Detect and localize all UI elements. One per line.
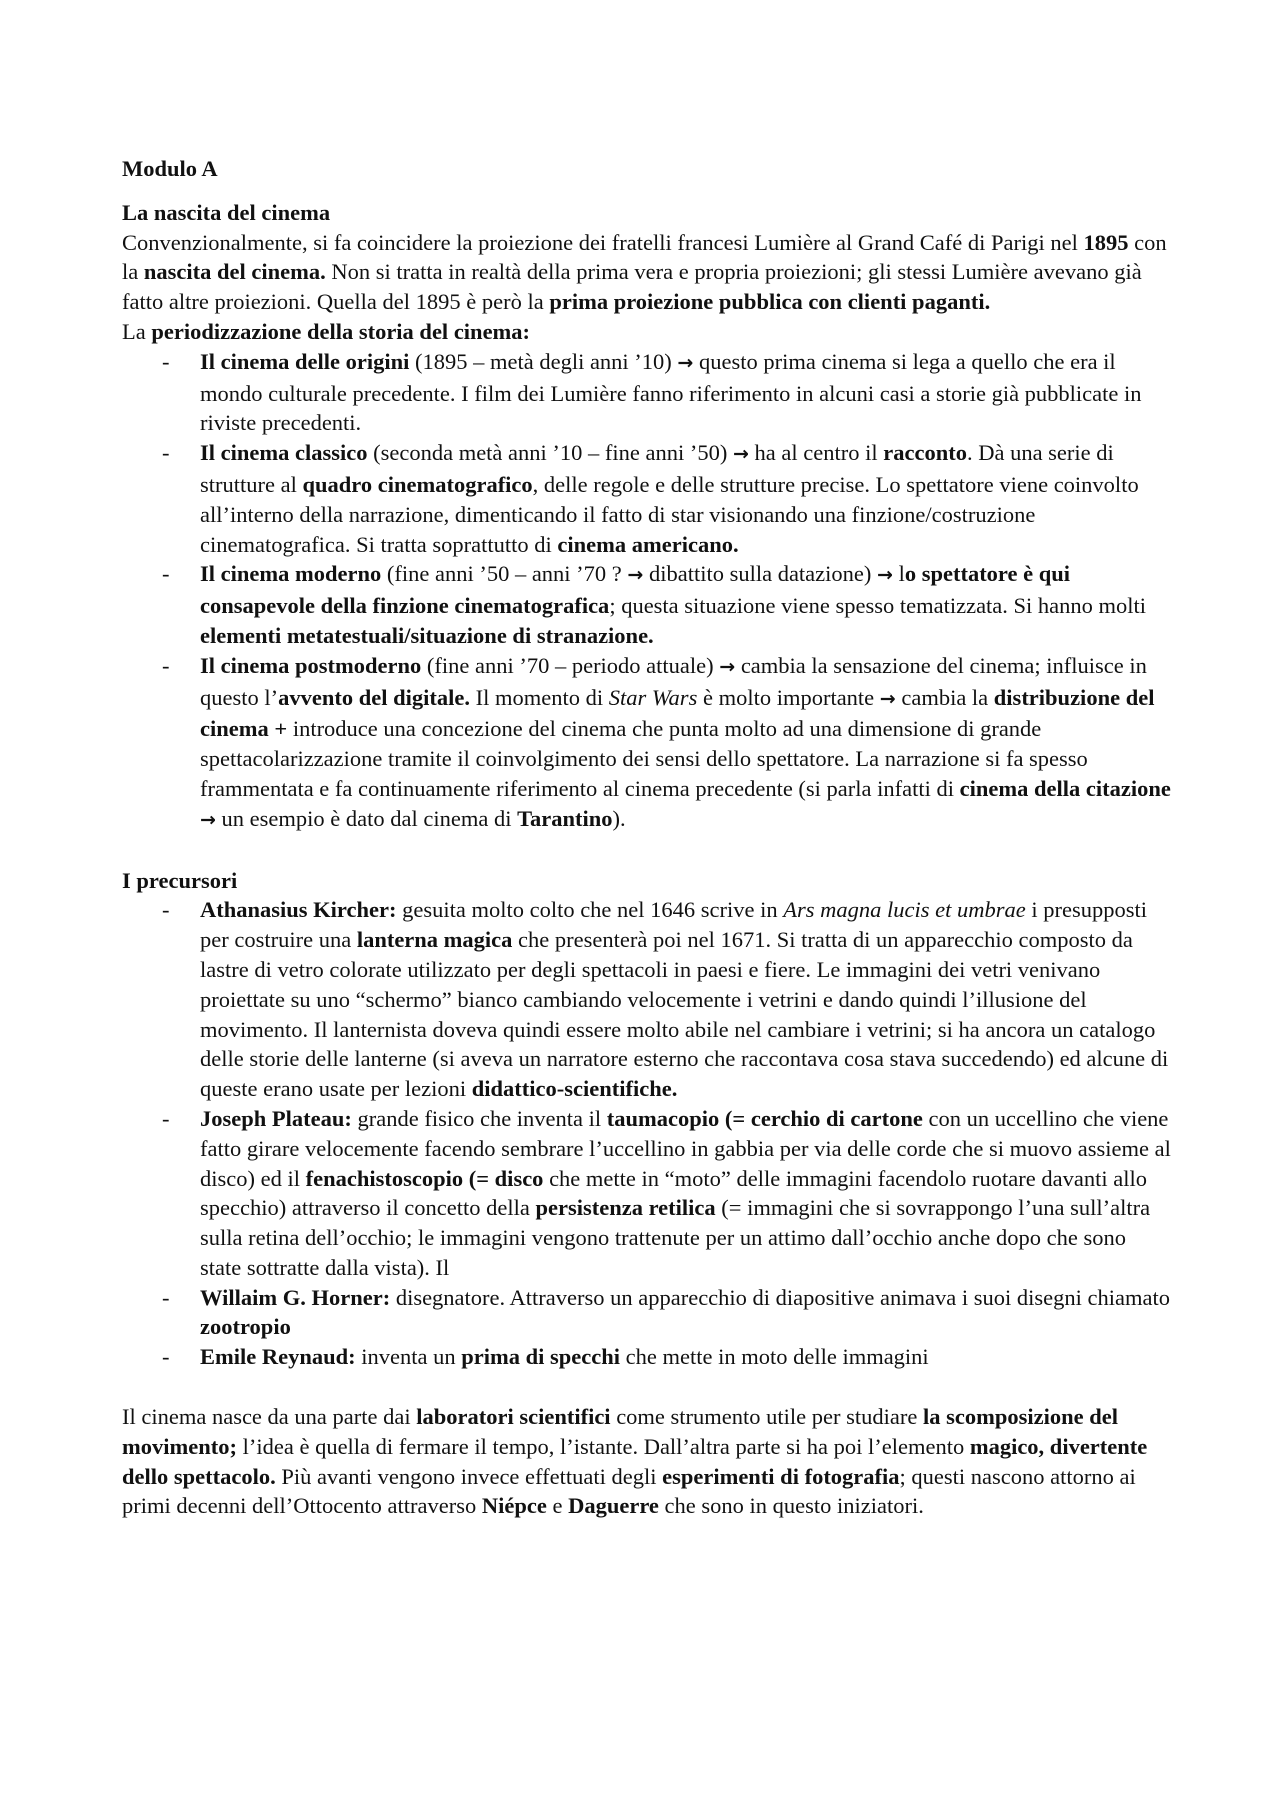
- text-run: con un uccellino che viene fatto girare velocemente facendo sembrare l’uccellino in gabbia per via delle corde che si muovo assieme al disco) ed il: [200, 1105, 1171, 1191]
- bold-text: zootropio: [200, 1314, 291, 1340]
- text-run: Il momento di: [470, 684, 609, 710]
- list-item: - Joseph Plateau: grande fisico che inventa il taumacopio (= cerchio di cartone con un uccellino che viene fatto girare velocemente facendo sembrare l’uccellino in gabbia per via delle corde che si muovo assieme al disco) ed il fenachistoscopio (= disco che mette in “moto” delle immagini facendolo ruotare davanti allo specchio) attraverso il concetto della persistenza retilica (= immagini che si sovrappongo l’una sull’altra sulla retina dell’occhio; le immagini vengono trattenute per un attimo dall’occhio anche dopo che sono state sottratte dalla vista). Il: [162, 1105, 1171, 1280]
- bold-text: magico, divertente dello spettacolo.: [122, 1433, 1148, 1489]
- bold-text: cinema della citazione: [959, 775, 1171, 801]
- text-run: l: [892, 561, 905, 587]
- bold-text: elementi metatestuali/situazione di stranazione.: [200, 622, 654, 648]
- bold-text: quadro cinematografico: [302, 471, 533, 497]
- text-run: La: [122, 318, 152, 344]
- list-item: - Il cinema postmoderno (fine anni ’70 – periodo attuale) → cambia la sensazione del cinema; influisce in questo l’avvento del digitale. Il momento di Star Wars è molto importante → cambia la distribuzione del cinema + introduce una concezione del cinema che punta molto ad una dimensione di grande spettacolarizzazione tramite il coinvolgimento dei sensi dello spettatore. La narrazione si fa spesso frammentata e fa continuamente riferimento al cinema precedente (si parla infatti di cinema della citazione → un esempio è dato dal cinema di Tarantino).: [162, 652, 1171, 831]
- bold-text: Emile Reynaud:: [200, 1344, 356, 1370]
- text-run: e: [546, 1493, 569, 1519]
- text-run: ; questi nascono attorno ai primi decenni dell’Ottocento attraverso: [122, 1463, 1136, 1519]
- bold-text: prima di specchi: [461, 1344, 621, 1370]
- bold-text: Niépce: [481, 1493, 547, 1519]
- text-run: inventa un: [355, 1344, 462, 1370]
- text-run: è molto importante: [697, 684, 880, 710]
- list-item: - Emile Reynaud: inventa un prima di specchi che mette in moto delle immagini: [162, 1344, 929, 1370]
- text-run: un esempio è dato dal cinema di: [215, 805, 518, 831]
- periodization-list: [122, 347, 1172, 836]
- arrow-right-icon: →: [719, 655, 736, 678]
- text-run: gesuita molto colto che nel 1646 scrive in: [396, 897, 784, 923]
- text-run: cambia la sensazione del cinema; influisce in questo l’: [200, 652, 1147, 710]
- text-run: (seconda metà anni ’10 – fine anni ’50): [367, 440, 733, 466]
- bold-text: taumacopio (= cerchio di cartone: [606, 1105, 923, 1131]
- text-run: (= immagini che si sovrappongo l’una sull’altra sulla retina dell’occhio; le immagini vengono trattenute per un attimo dall’occhio anche dopo che sono state sottratte dalla vista). Il: [200, 1195, 1151, 1280]
- text-run: disegnatore. Attraverso un apparecchio di diapositive animava i suoi disegni chiamato: [390, 1284, 1170, 1310]
- bold-text: Willaim G. Horner:: [200, 1284, 391, 1310]
- text-run: Il cinema nasce da una parte dai: [122, 1404, 417, 1430]
- bold-text: Tarantino: [517, 805, 613, 831]
- bold-text: Il cinema classico: [200, 440, 368, 466]
- bold-text: o spettatore è qui consapevole della finzione cinematografica: [200, 561, 1071, 619]
- bold-text: Athanasius Kircher:: [200, 897, 397, 923]
- text-run: che presenterà poi nel 1671. Si tratta di un apparecchio composto da lastre di vetro colorate utilizzato per degli spettacoli in paesi e fiere. Le immagini dei vetri venivano proiettate su uno “schermo” bianco cambiando velocemente i vetrini e dando quindi l’illusione del movimento. Il lanternista doveva quindi essere molto abile nel cambiare i vetrini; si ha ancora un catalogo delle storie delle lanterne (si aveva un narratore esterno che raccontava cosa stava succedendo) ed alcune di queste erano usate per lezioni: [200, 927, 1169, 1102]
- periodization-paragraph: [122, 317, 1172, 347]
- text-run: . Dà una serie di strutture al: [200, 440, 1114, 497]
- bold-text: Il cinema delle origini: [200, 348, 410, 374]
- text-run: ; questa situazione viene spesso tematizzata. Si hanno molti: [609, 593, 1147, 619]
- italic-text: Ars magna lucis et umbrae: [783, 897, 1026, 923]
- list-item: - Il cinema delle origini (1895 – metà degli anni ’10) → questo prima cinema si lega a quello che era il mondo culturale precedente. I film dei Lumière fanno riferimento in alcuni casi a storie già pubblicate in riviste precedenti.: [162, 348, 1142, 436]
- section-title-precursors: I precursori: [122, 867, 238, 893]
- bold-text: lanterna magica: [356, 927, 513, 953]
- bold-text: persistenza retilica: [535, 1195, 716, 1221]
- text-run: cambia la: [895, 684, 994, 710]
- bold-text: avvento del digitale.: [278, 684, 470, 710]
- text-run: che mette in “moto” delle immagini facendolo ruotare davanti allo specchio) attraverso il concetto della: [200, 1165, 1147, 1221]
- text-run: ha al centro il: [748, 440, 884, 466]
- text-run: Non si tratta in realtà della prima vera e propria proiezioni; gli stessi Lumière avevano già fatto altre proiezioni. Quella del 1895 è però la: [122, 259, 1142, 315]
- bold-text: Il cinema postmoderno: [200, 652, 422, 678]
- bold-text: distribuzione del cinema +: [200, 684, 1155, 742]
- bold-text: 1895: [1083, 229, 1129, 255]
- text-run: ).: [612, 805, 626, 831]
- arrow-right-icon: →: [877, 564, 893, 587]
- text-run: (1895 – metà degli anni ’10): [409, 348, 678, 374]
- closing-paragraph: [122, 1402, 1172, 1521]
- list-item: - Athanasius Kircher: gesuita molto colto che nel 1646 scrive in Ars magna lucis et umbrae i presupposti per costruire una lanterna magica che presenterà poi nel 1671. Si tratta di un apparecchio composto da lastre di vetro colorate utilizzato per degli spettacoli in paesi e fiere. Le immagini dei vetri venivano proiettate su uno “schermo” bianco cambiando velocemente i vetrini e dando quindi l’illusione del movimento. Il lanternista doveva quindi essere molto abile nel cambiare i vetrini; si ha ancora un catalogo delle storie delle lanterne (si aveva un narratore esterno che raccontava cosa stava succedendo) ed alcune di queste erano usate per lezioni didattico-scientifiche.: [162, 897, 1169, 1102]
- bold-text: didattico-scientifiche.: [471, 1076, 678, 1102]
- list-item: - Willaim G. Horner: disegnatore. Attraverso un apparecchio di diapositive animava i suoi disegni chiamato zootropio: [162, 1284, 1170, 1340]
- text-run: i presupposti per costruire una: [200, 897, 1147, 953]
- arrow-right-icon: →: [732, 443, 749, 466]
- precursors-list: [122, 895, 1172, 1372]
- text-run: che mette in moto delle immagini: [620, 1344, 929, 1370]
- section-title-birth-of-cinema: La nascita del cinema: [122, 199, 331, 225]
- text-run: con la: [122, 229, 1167, 285]
- arrow-right-icon: →: [879, 687, 896, 710]
- text-run: che sono in questo iniziatori.: [658, 1493, 924, 1519]
- bold-text: la scomposizione del movimento;: [122, 1404, 1118, 1459]
- bold-text: fenachistoscopio (= disco: [305, 1165, 544, 1191]
- document-body: [122, 154, 1172, 1521]
- arrow-right-icon: →: [677, 351, 694, 374]
- bold-text: Il cinema moderno: [200, 561, 382, 587]
- text-run: (fine anni ’50 – anni ’70 ?: [381, 561, 628, 587]
- text-run: introduce una concezione del cinema che punta molto ad una dimensione di grande spettacolarizzazione tramite il coinvolgimento dei sensi dello spettatore. La narrazione si fa spesso frammentata e fa continuamente riferimento al cinema precedente (si parla infatti di: [200, 716, 1088, 801]
- text-run: , delle regole e delle strutture precise. Lo spettatore viene coinvolto all’interno della narrazione, dimenticando il fatto di star visionando una finzione/costruzione cinematografica. Si tratta soprattutto di: [200, 471, 1139, 557]
- italic-text: Star Wars: [608, 684, 698, 710]
- bold-text: prima proiezione pubblica con clienti paganti.: [549, 289, 991, 315]
- bold-text: Joseph Plateau:: [200, 1105, 352, 1131]
- bold-text: periodizzazione della storia del cinema:: [151, 318, 531, 344]
- text-run: grande fisico che inventa il: [351, 1105, 607, 1131]
- module-heading: Modulo A: [122, 156, 218, 181]
- intro-paragraph: [122, 228, 1172, 317]
- list-item: - Il cinema classico (seconda metà anni ’10 – fine anni ’50) → ha al centro il racconto. Dà una serie di strutture al quadro cinematografico, delle regole e delle strutture precise. Lo spettatore viene coinvolto all’interno della narrazione, dimenticando il fatto di star visionando una finzione/costruzione cinematografica. Si tratta soprattutto di cinema americano.: [162, 440, 1139, 557]
- text-run: Più avanti vengono invece effettuati degli: [275, 1463, 663, 1489]
- text-run: come strumento utile per studiare: [610, 1404, 923, 1430]
- arrow-right-icon: →: [627, 564, 644, 587]
- text-run: dibattito sulla datazione): [643, 561, 878, 587]
- bold-text: esperimenti di fotografia: [662, 1463, 900, 1489]
- bold-text: nascita del cinema.: [143, 259, 326, 285]
- bold-text: laboratori scientifici: [416, 1404, 611, 1430]
- bold-text: Daguerre: [568, 1493, 659, 1519]
- arrow-right-icon: →: [200, 808, 216, 831]
- bold-text: racconto: [883, 440, 967, 466]
- bold-text: cinema americano.: [557, 531, 739, 557]
- text-run: questo prima cinema si lega a quello che era il mondo culturale precedente. I film dei Lumière fanno riferimento in alcuni casi a storie già pubblicate in riviste precedenti.: [200, 348, 1142, 436]
- text-run: l’idea è quella di fermare il tempo, l’istante. Dall’altra parte si ha poi l’elemento: [236, 1433, 970, 1459]
- text-run: (fine anni ’70 – periodo attuale): [421, 652, 720, 678]
- text-run: Convenzionalmente, si fa coincidere la proiezione dei fratelli francesi Lumière al Grand Café di Parigi nel: [122, 229, 1084, 255]
- list-item: - Il cinema moderno (fine anni ’50 – anni ’70 ? → dibattito sulla datazione) → lo spettatore è qui consapevole della finzione cinematografica; questa situazione viene spesso tematizzata. Si hanno molti elementi metatestuali/situazione di stranazione.: [162, 561, 1147, 648]
